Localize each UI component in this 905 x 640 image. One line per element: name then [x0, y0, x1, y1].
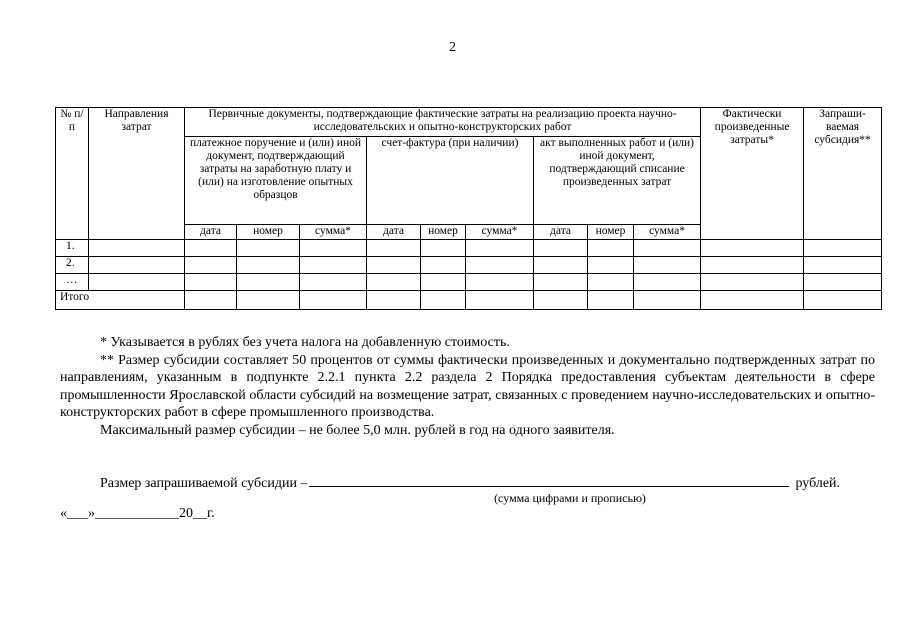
- header-directions: Направления затрат: [89, 108, 185, 240]
- header-actual-costs: Фактически произведенные затраты*: [701, 108, 804, 240]
- row-number: 1.: [56, 240, 89, 257]
- table-row: [56, 257, 882, 274]
- col-number: номер: [421, 225, 466, 240]
- amount-hint: (сумма цифрами и прописью): [494, 491, 646, 505]
- requested-subsidy-label: Размер запрашиваемой субсидии –: [100, 476, 308, 491]
- col-sum: сумма*: [634, 225, 701, 240]
- col-sum: сумма*: [466, 225, 534, 240]
- header-invoice: счет-фактура (при наличии): [367, 137, 534, 225]
- col-number: номер: [237, 225, 300, 240]
- footnote-subsidy-size: ** Размер субсидии составляет 50 процентов от суммы фактически произведенных и документально подтвержденных затрат по направлениям, указанным в подпункте 2.2.1 пункта 2.2 раздела 2 Порядка предоставления субъектам деятельности в сфере промышленности Ярославской области субсидий на возмещение затрат, связанных с проведением научно-исследовательских и опытно-конструкторских работ в сфере промышленного производства.: [60, 352, 875, 420]
- table-row: [56, 274, 882, 291]
- col-date: дата: [534, 225, 588, 240]
- currency-unit: рублей.: [795, 476, 841, 491]
- total-row: [56, 291, 882, 310]
- header-primary-documents: Первичные документы, подтверждающие фактические затраты на реализацию проекта научно-исследовательских и опытно-конструкторских работ: [185, 108, 701, 137]
- header-requested-subsidy: Запраши-ваемая субсидия**: [804, 108, 882, 240]
- col-number: номер: [588, 225, 634, 240]
- total-label: Итого: [56, 291, 185, 310]
- col-date: дата: [367, 225, 421, 240]
- header-no: № п/п: [56, 108, 89, 240]
- page-number: 2: [449, 40, 456, 55]
- date-field[interactable]: «___»____________20__г.: [60, 506, 215, 521]
- table-row: [56, 240, 882, 257]
- header-payment-order: платежное поручение и (или) иной документ, подтверждающий затраты на заработную плату и (или) на изготовление опытных образцов: [185, 137, 367, 225]
- header-act: акт выполненных работ и (или) иной документ, подтверждающий списание произведенных затрат: [534, 137, 701, 225]
- footnote-max-subsidy: Максимальный размер субсидии – не более 5,0 млн. рублей в год на одного заявителя.: [100, 422, 615, 438]
- row-number: …: [56, 274, 89, 291]
- expense-table: [55, 107, 882, 310]
- requested-subsidy-field[interactable]: [309, 474, 789, 487]
- footnotes: [60, 334, 875, 439]
- col-date: дата: [185, 225, 237, 240]
- col-sum: сумма*: [300, 225, 367, 240]
- footnote-vat: * Указывается в рублях без учета налога на добавленную стоимость.: [100, 335, 510, 350]
- row-number: 2.: [56, 257, 89, 274]
- requested-subsidy-line: [100, 474, 870, 492]
